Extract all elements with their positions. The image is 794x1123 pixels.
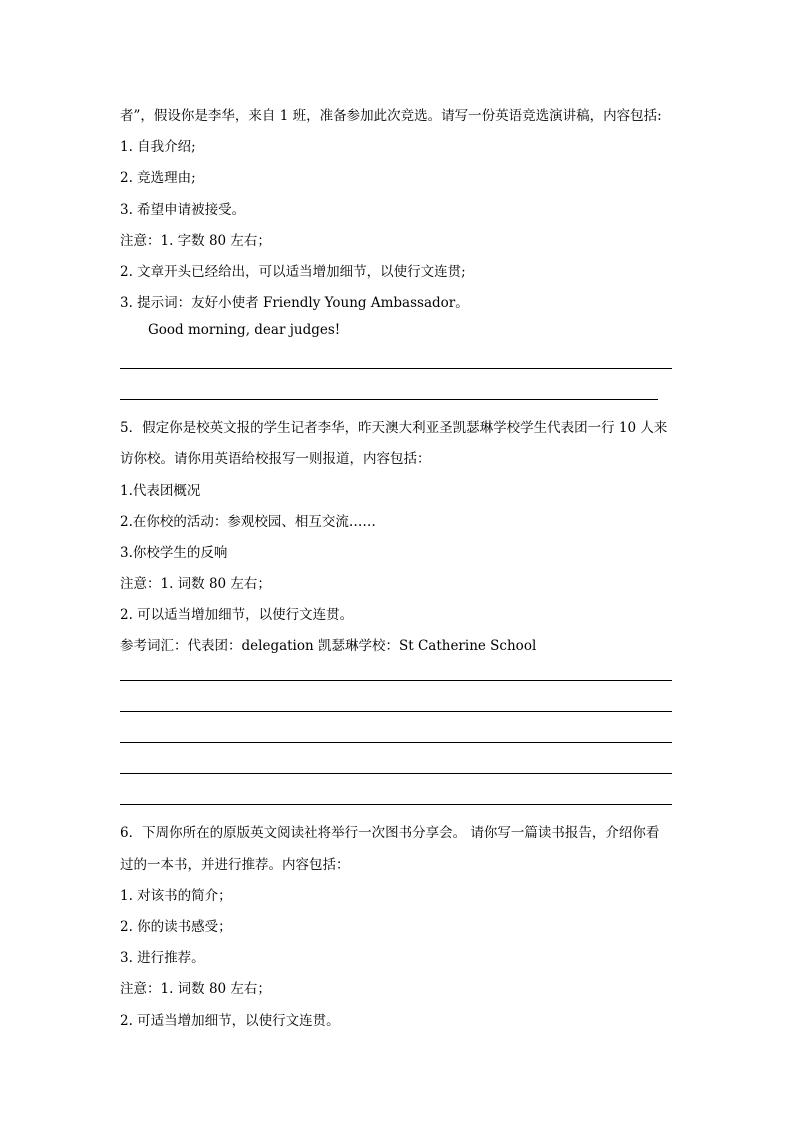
- section5-note-1: 注意：1. 词数 80 左右；: [120, 576, 271, 592]
- section5-para-line-2: 访你校。请你用英语给校报写一则报道，内容包括：: [120, 451, 431, 467]
- section5-item-2: 2.在你校的活动：参观校园、相互交流……: [120, 514, 376, 530]
- section4-item-2: 2. 竞选理由;: [120, 170, 196, 186]
- writing-line: [120, 773, 672, 774]
- writing-line: [120, 804, 672, 805]
- section6-para-line-1: 6．下周你所在的原版英文阅读社将举行一次图书分享会。 请你写一篇读书报告，介绍你看: [120, 825, 660, 841]
- section6-para-line-2: 过的一本书，并进行推荐。内容包括：: [120, 857, 350, 873]
- section4-item-3: 3. 希望申请被接受。: [120, 202, 246, 218]
- section5-note-2: 2. 可以适当增加细节，以使行文连贯。: [120, 607, 354, 623]
- section4-opening: Good morning, dear judges!: [148, 322, 341, 338]
- writing-line: [120, 680, 672, 681]
- section5-item-3: 3.你校学生的反响: [120, 545, 228, 561]
- section6-note-2: 2. 可适当增加细节，以使行文连贯。: [120, 1013, 340, 1029]
- section5-item-1: 1.代表团概况: [120, 483, 201, 499]
- section4-note-2: 2. 文章开头已经给出，可以适当增加细节，以使行文连贯;: [120, 264, 466, 280]
- section6-item-2: 2. 你的读书感受；: [120, 919, 232, 935]
- section5-vocab: 参考词汇：代表团：delegation 凯瑟琳学校：St Catherine School: [120, 638, 537, 654]
- writing-line: [120, 711, 672, 712]
- writing-line: [120, 368, 672, 369]
- section4-intro: 者”，假设你是李华，来自 1 班，准备参加此次竞选。请写一份英语竞选演讲稿，内容包括:: [120, 108, 662, 124]
- section6-item-3: 3. 进行推荐。: [120, 950, 205, 966]
- section6-item-1: 1. 对该书的简介；: [120, 888, 232, 904]
- section4-note-1: 注意：1. 字数 80 左右；: [120, 233, 271, 249]
- section4-note-3: 3. 提示词：友好小使者 Friendly Young Ambassador。: [120, 295, 469, 311]
- writing-line: [120, 399, 658, 400]
- writing-line: [120, 742, 672, 743]
- section4-item-1: 1. 自我介绍;: [120, 139, 196, 155]
- section6-note-1: 注意：1. 词数 80 左右；: [120, 981, 271, 997]
- section5-para-line-1: 5．假定你是校英文报的学生记者李华，昨天澳大利亚圣凯瑟琳学校学生代表团一行 10 人来: [120, 420, 668, 436]
